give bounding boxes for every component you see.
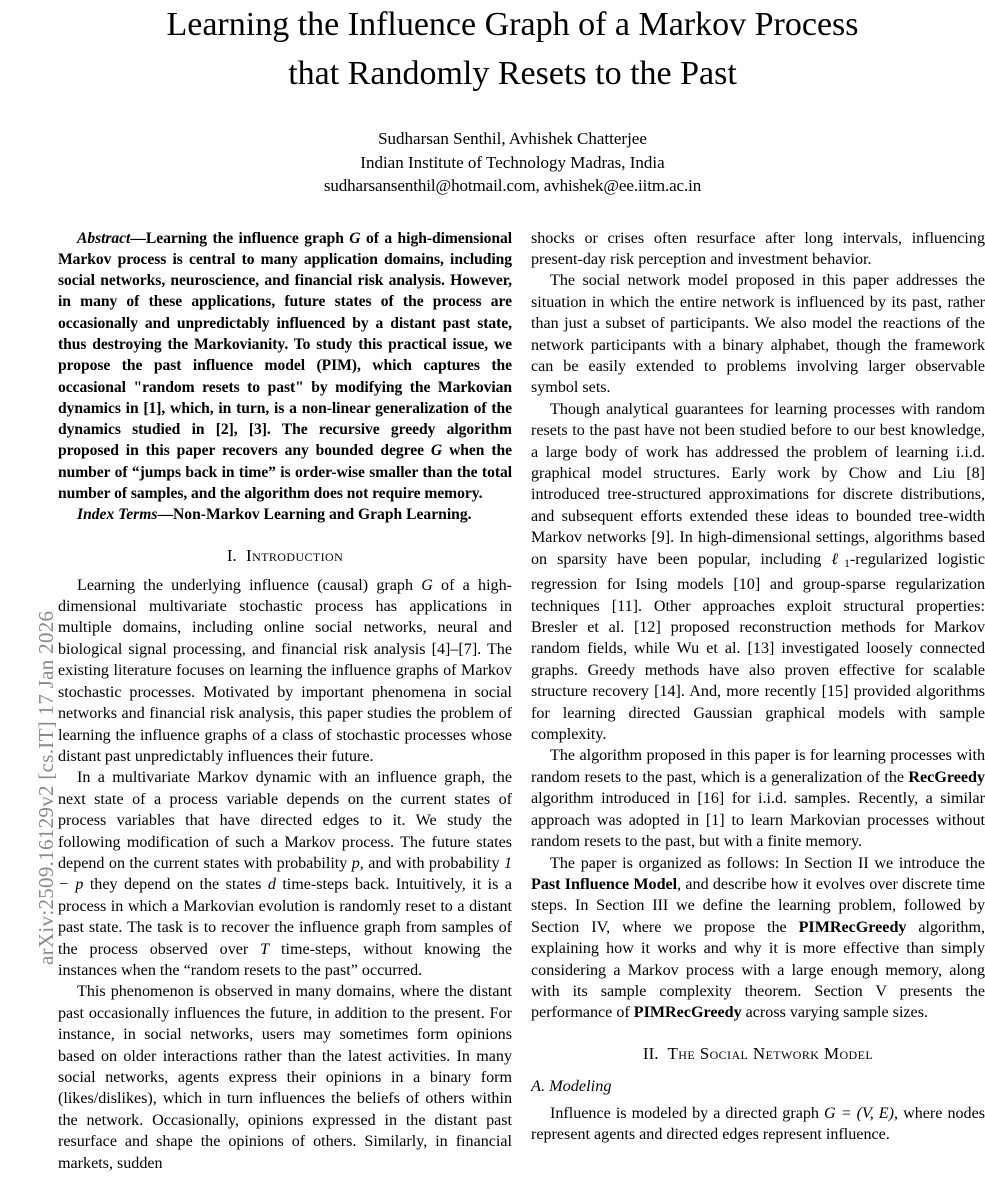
intro-paragraph-2: [58, 767, 512, 981]
right-paragraph-4: The social network model proposed in this paper addresses the situation in which the entire network is influenced by its past, rather than just a subset of participants. We also model the reactions of the network participants with a binary alphabet, though the framework can be easily extended to problems involving larger observable symbol sets.: [531, 272, 985, 397]
right-p7-c: algorithm, explaining how it works and why it is more effective than simply considering a Markov process with a large enough memory, along with its sample complexity theorem. Section V presents the performance of: [531, 918, 985, 1022]
abstract-math-g2: G: [430, 442, 443, 460]
right-p8-math-graph: G = (V, E): [824, 1104, 894, 1122]
right-paragraph-6: [531, 745, 985, 852]
recgreedy-term: RecGreedy: [908, 768, 985, 786]
pimrecgreedy-term-2: PIMRecGreedy: [633, 1004, 742, 1022]
right-p5-ell-symbol: ℓ: [831, 550, 845, 568]
right-column: [531, 228, 985, 1146]
index-terms-dash: —: [157, 506, 174, 524]
section-title-1: Introduction: [246, 545, 344, 565]
right-p6-a: The algorithm proposed in this paper is for learning processes with random resets to the past, which is a generalization of the: [531, 747, 985, 786]
abstract-dash: —: [130, 229, 146, 247]
abstract-paragraph: [58, 228, 512, 505]
abstract-text-a: Learning the influence graph: [145, 229, 350, 247]
author-emails: sudharsansenthil@hotmail.com, avhishek@ee.iitm.ac.in: [323, 176, 702, 195]
pimrecgreedy-term-1: PIMRecGreedy: [798, 918, 907, 936]
abstract-label: Abstract: [77, 229, 131, 247]
right-paragraph-5: [531, 399, 985, 746]
section-number-2: II.: [642, 1043, 659, 1063]
authors-block: [58, 127, 967, 198]
intro-paragraph-1: [58, 575, 512, 768]
author-names: Sudharsan Senthil, Avhishek Chatterjee: [378, 129, 647, 148]
right-p7-a: The paper is organized as follows: In Section II we introduce the: [550, 854, 985, 872]
section-heading-introduction: [58, 546, 512, 566]
right-p8-a: Influence is modeled by a directed graph: [550, 1104, 825, 1122]
left-column: [58, 228, 512, 1175]
paper-title-line-1: Learning the Influence Graph of a Markov Process: [166, 6, 859, 43]
index-terms-label: Index Terms: [77, 506, 158, 524]
intro-p2-c: they depend on the states: [83, 876, 268, 894]
index-terms-text: Non-Markov Learning and Graph Learning.: [173, 506, 472, 524]
intro-p2-e: time-steps back. Intuitively, it is a process in which a Markovian evolution is randomly reset to a distant past state. The task is to recover the influence graph from samples of the process observed over: [58, 876, 512, 958]
abstract-text-b: of a high-dimensional Markov process is central to many application domains, including social networks, neuroscience, and financial risk analysis. However, in many of these applications, future states of the process are occasionally and unpredictably influenced by a distant past state, thus destroying the Markovianity. To study this practical issue, we propose the past influence model (PIM), which captures the occasional "random resets to past" by modifying the Markovian dynamics in [1], which, in turn, is a non-linear generalization of the dynamics studied in [2], [3]. The recursive greedy algorithm proposed in this paper recovers any bounded degree: [58, 229, 513, 460]
right-p5-a: Though analytical guarantees for learning processes with random resets to the past have not been studied before to our best knowledge, a large body of work has addressed the problem of learning i.i.d. graphical model structures. Early work by Chow and Liu [8] introduced tree-structured approximations for discrete distributions, and subsequent efforts extended these ideas to bounded tree-width Markov networks [9]. In high-dimensional settings, algorithms based on sparsity have been popular, including: [531, 400, 985, 568]
right-p7-b: , and describe how it evolves over discrete time steps. In Section III we define the learning problem, followed by Section IV, where we propose the: [531, 875, 985, 936]
two-column-body: [58, 228, 985, 1175]
intro-p2-f: time-steps, without knowing the instances when the “random resets to the past” occurred.: [58, 940, 513, 979]
arxiv-stamp-text: arXiv:2509.16129v2 [cs.IT] 17 Jan 2026: [34, 610, 58, 965]
section-title-2: The Social Network Model: [667, 1043, 874, 1063]
intro-p2-b: , and with probability: [359, 854, 504, 872]
intro-p2-math-d: d: [267, 876, 276, 894]
index-terms-paragraph: [58, 504, 512, 525]
subsection-heading-modeling: A. Modeling: [531, 1075, 612, 1095]
right-p8-b: , where nodes represent agents and directed edges represent influence.: [531, 1104, 985, 1144]
abstract-text-c: when the number of “jumps back in time” is order-wise smaller than the total number of samples, and the algorithm does not require memory.: [58, 442, 512, 503]
intro-p1-a: Learning the underlying influence (causal) graph: [77, 576, 422, 594]
paper-title-line-2: that Randomly Resets to the Past: [288, 55, 737, 92]
right-p7-d: across varying sample sizes.: [741, 1004, 928, 1022]
abstract-math-g1: G: [349, 229, 361, 247]
intro-p1-b: of a high-dimensional multivariate stochastic process has applications in multiple domains, including online social networks, neural and biological signal processing, and financial risk analysis [4]–[7]. The existing literature focuses on learning the influence graphs of Markov stochastic processes. Motivated by important phenomena in social networks and financial risk analysis, this paper studies the problem of learning the influence graphs of a class of stochastic processes whose distant past unpredictably influences their future.: [58, 576, 513, 765]
intro-paragraph-3: This phenomenon is observed in many domains, where the distant past occasionally influences the future, in addition to the present. For instance, in social networks, users may sometimes form opinions based on older interactions rather than the latest activities. In many social networks, agents express their opinions in a binary form (likes/dislikes), which in turn influences the beliefs of others within the network. Occasionally, opinions expressed in the distant past resurface and shape the opinions of others. Similarly, in financial markets, sudden: [58, 983, 512, 1172]
intro-p2-math-p: p: [351, 854, 360, 872]
right-paragraph-7: [531, 853, 985, 1024]
intro-p2-math-t: T: [260, 940, 270, 958]
section-number-1: I.: [226, 545, 237, 565]
page-title: [58, 0, 967, 98]
right-paragraph-8: [531, 1103, 985, 1146]
past-influence-model-term: Past Influence Model: [531, 875, 678, 893]
section-heading-social-network-model: [531, 1044, 985, 1064]
title-block: [58, 0, 967, 198]
right-paragraph-3-continuation: shocks or crises often resurface after long intervals, influencing present-day risk perception and investment behavior.: [531, 229, 985, 268]
right-p6-b: algorithm introduced in [16] for i.i.d. samples. Recently, a similar approach was adopted in [1] to learn Markovian processes without random resets to the past, but with a finite memory.: [531, 790, 985, 851]
right-p5-b: -regularized logistic regression for Ising models [10] and group-sparse regularization techniques [11]. Other approaches exploit structural properties: Bresler et al. [12] proposed reconstruction methods for Markov random fields, while Wu et al. [13] investigated loosely connected graphs. Greedy methods have also proven effective for scalable structure recovery [14]. And, more recently [15] provided algorithms for learning directed Gaussian graphical models with sample complexity.: [531, 550, 985, 744]
intro-p2-a: In a multivariate Markov dynamic with an influence graph, the next state of a process variable depends on the current states of process variables that have directed edges to it. We study the following modification of such a Markov process. The future states depend on the current states with probability: [58, 769, 512, 872]
right-p5-ell-subscript: 1: [844, 556, 850, 570]
intro-p2-math-1minusp: 1 − p: [58, 854, 513, 894]
arxiv-stamp: [0, 0, 58, 1200]
intro-p1-math-g: G: [421, 576, 433, 594]
author-affiliation: Indian Institute of Technology Madras, India: [360, 152, 665, 172]
